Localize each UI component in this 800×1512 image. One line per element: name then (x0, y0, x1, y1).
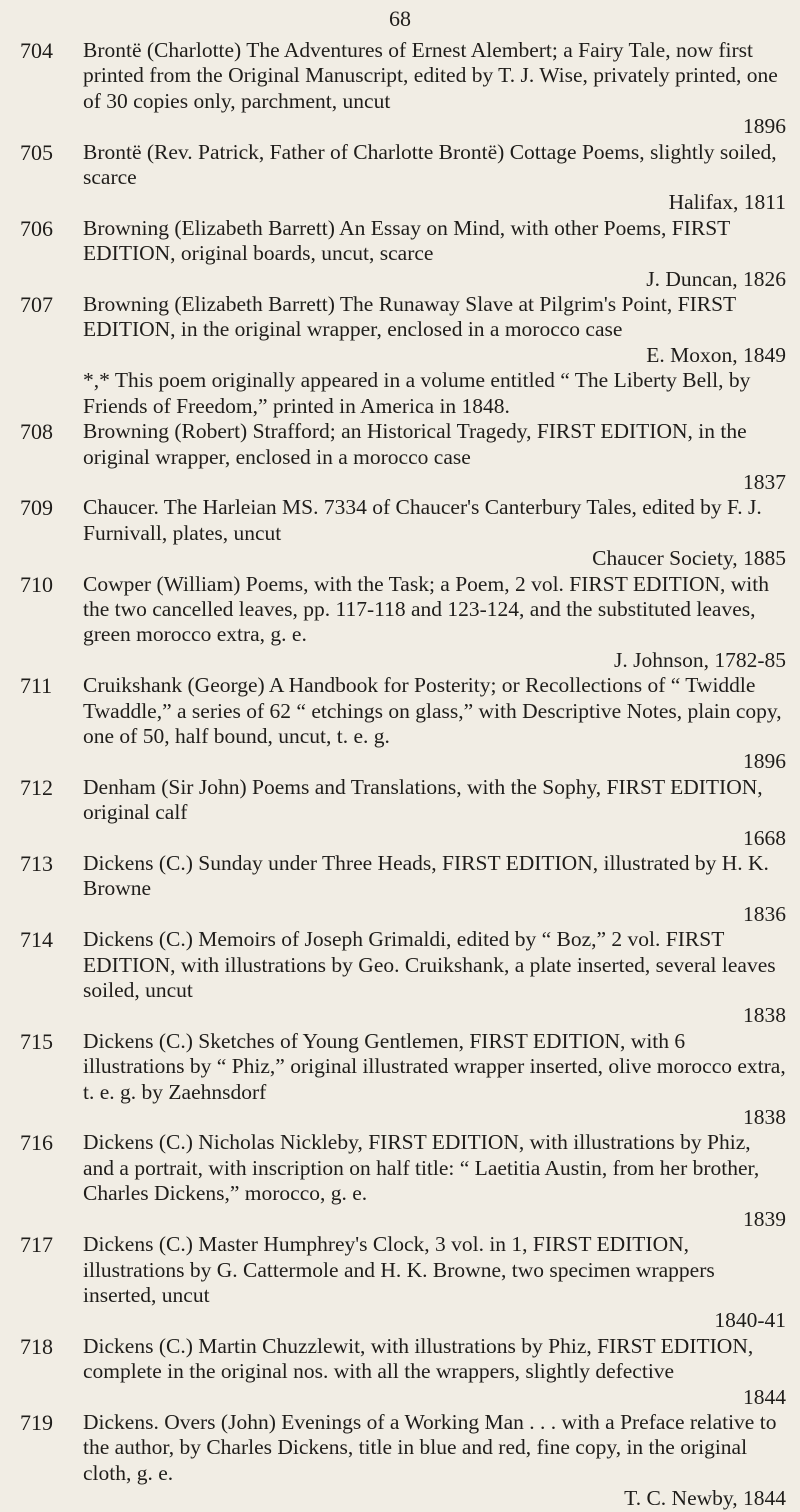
entry-description: Browning (Robert) Strafford; an Historical Tragedy, FIRST EDITION, in the original wrapper, enclosed in a morocco case (83, 419, 747, 469)
entry-description: Dickens (C.) Sketches of Young Gentlemen, FIRST EDITION, with 6 illustrations by “ Phiz,” original illustrated wrapper inserted, olive morocco extra, t. e. g. by Zaehnsdorf (83, 1028, 786, 1104)
lot-number: 713 (20, 851, 53, 876)
imprint: T. C. Newby, 1844 (624, 1486, 786, 1511)
catalogue-entry (20, 572, 786, 674)
catalogue-note (20, 368, 786, 419)
lot-number: 710 (20, 571, 53, 597)
catalogue-entry (20, 1410, 786, 1512)
catalogue-entry (20, 851, 786, 927)
imprint: J. Duncan, 1826 (646, 266, 786, 291)
catalogue-entry (20, 1232, 786, 1334)
catalogue-entry (20, 216, 786, 292)
lot-number: 711 (20, 673, 53, 699)
catalogue-entry (20, 1029, 786, 1131)
lot-number: 716 (20, 1130, 53, 1156)
catalogue-entry (20, 673, 786, 775)
imprint: 1838 (743, 1003, 786, 1028)
page-number: 68 (389, 6, 411, 31)
entry-description: *,* This poem originally appeared in a volume entitled “ The Liberty Bell, by Friends of Freedom,” printed in America in 1848. (83, 368, 751, 418)
entry-description: Dickens (C.) Martin Chuzzlewit, with illustrations by Phiz, FIRST EDITION, complete in the original nos. with all the wrappers, slightly defective (83, 1333, 754, 1384)
entry-description: Browning (Elizabeth Barrett) The Runaway Slave at Pilgrim's Point, FIRST EDITION, in the original wrapper, enclosed in a morocco case (83, 292, 736, 342)
lot-number: 706 (20, 215, 53, 241)
entry-description: Cowper (William) Poems, with the Task; a Poem, 2 vol. FIRST EDITION, with the two cancelled leaves, pp. 117-118 and 123-124, and the substituted leaves, green morocco extra, g. e. (83, 571, 769, 647)
catalogue-entry (20, 927, 786, 1029)
lot-number: 705 (20, 139, 53, 165)
entry-description: Dickens. Overs (John) Evenings of a Working Man . . . with a Preface relative to the author, by Charles Dickens, title in blue and red, fine copy, in the original cloth, g. e. (83, 1409, 777, 1485)
entry-description: Dickens (C.) Sunday under Three Heads, FIRST EDITION, illustrated by H. K. Browne (83, 851, 769, 901)
imprint: Chaucer Society, 1885 (592, 546, 786, 571)
entry-description: Dickens (C.) Nicholas Nickleby, FIRST EDITION, with illustrations by Phiz, and a portrait, with inscription on half title: “ Laetitia Austin, from her brother, Charles Dickens,” morocco, g. e. (83, 1130, 760, 1206)
imprint: Halifax, 1811 (668, 190, 786, 215)
entry-description: Dickens (C.) Memoirs of Joseph Grimaldi, edited by “ Boz,” 2 vol. FIRST EDITION, with illustrations by Geo. Cruikshank, a plate inserted, several leaves soiled, uncut (83, 927, 776, 1003)
entry-description: Cruikshank (George) A Handbook for Posterity; or Recollections of “ Twiddle Twaddle,” a series of 62 “ etchings on glass,” with Descriptive Notes, plain copy, one of 50, half bound, uncut, t. e. g. (83, 673, 782, 748)
entry-list (20, 38, 786, 1512)
lot-number: 712 (20, 774, 53, 800)
lot-number: 718 (20, 1333, 53, 1359)
entry-description: Brontë (Rev. Patrick, Father of Charlotte Brontë) Cottage Poems, slightly soiled, scarce (83, 139, 777, 190)
lot-number: 719 (20, 1409, 53, 1435)
imprint: 1840-41 (714, 1308, 786, 1333)
imprint: 1838 (743, 1105, 786, 1130)
imprint: 1896 (743, 749, 786, 774)
catalogue-entry (20, 1130, 786, 1232)
imprint: 1844 (743, 1384, 786, 1409)
imprint: 1896 (743, 114, 786, 139)
lot-number: 709 (20, 495, 53, 521)
entry-description: Denham (Sir John) Poems and Translations, with the Sophy, FIRST EDITION, original calf (83, 774, 763, 825)
entry-description: Browning (Elizabeth Barrett) An Essay on Mind, with other Poems, FIRST EDITION, original boards, uncut, scarce (83, 215, 730, 266)
entry-description: Chaucer. The Harleian MS. 7334 of Chaucer's Canterbury Tales, edited by F. J. Furnivall, plates, uncut (83, 495, 762, 545)
imprint: 1836 (743, 901, 786, 926)
catalogue-entry (20, 292, 786, 368)
imprint: E. Moxon, 1849 (646, 342, 786, 367)
catalogue-entry (20, 1334, 786, 1410)
catalogue-entry (20, 775, 786, 851)
imprint: J. Johnson, 1782-85 (613, 647, 786, 672)
lot-number: 708 (20, 419, 53, 445)
entry-description: Dickens (C.) Master Humphrey's Clock, 3 vol. in 1, FIRST EDITION, illustrations by G. Cattermole and H. K. Browne, two specimen wrappers inserted, uncut (83, 1232, 715, 1307)
imprint: 1837 (743, 469, 786, 494)
lot-number: 704 (20, 38, 53, 63)
entry-description: Brontë (Charlotte) The Adventures of Ernest Alembert; a Fairy Tale, now first printed from the Original Manuscript, edited by T. J. Wise, privately printed, one of 30 copies only, parchment, uncut (83, 38, 778, 113)
catalogue-entry (20, 419, 786, 495)
imprint: 1668 (743, 825, 786, 850)
lot-number: 714 (20, 927, 53, 953)
lot-number: 707 (20, 292, 53, 318)
lot-number: 717 (20, 1232, 53, 1258)
imprint: 1839 (743, 1206, 786, 1231)
lot-number: 715 (20, 1028, 53, 1054)
catalogue-entry (20, 38, 786, 140)
catalogue-entry (20, 140, 786, 216)
catalogue-entry (20, 495, 786, 571)
